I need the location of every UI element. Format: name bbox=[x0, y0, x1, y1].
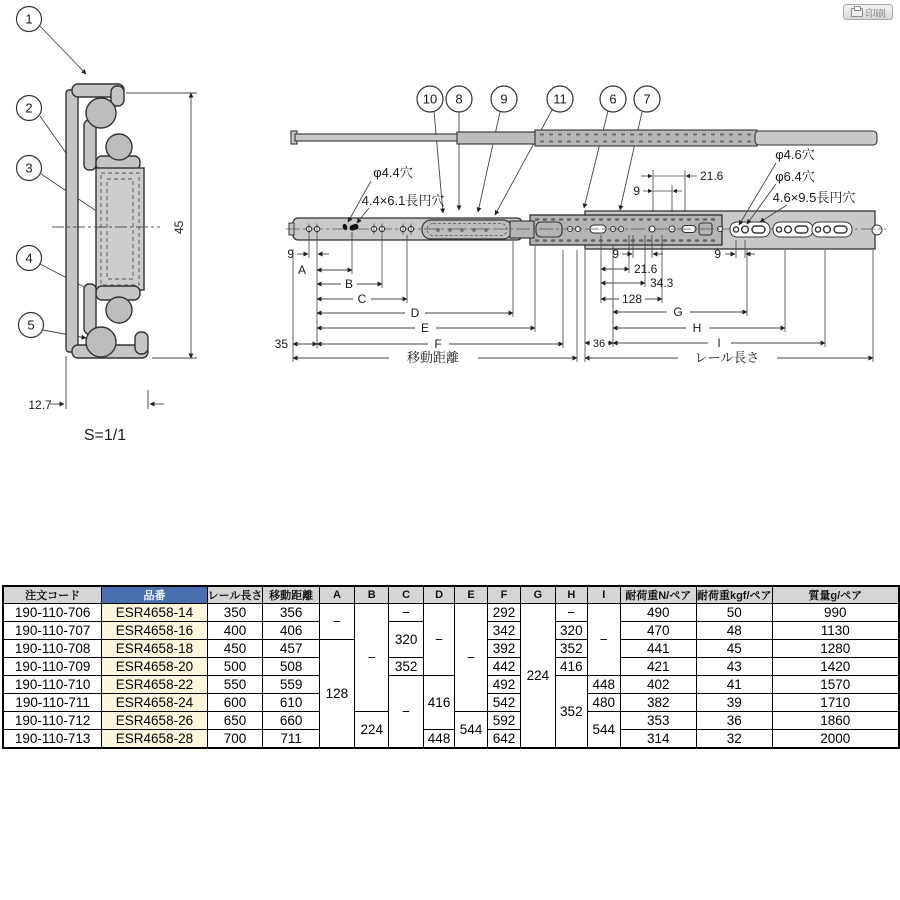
cell-code: 190-110-712 bbox=[3, 712, 102, 730]
dim-label-9-top: 9 bbox=[633, 184, 640, 198]
outer-member-end-notch bbox=[872, 225, 882, 235]
cell-part: ESR4658-16 bbox=[102, 622, 207, 640]
slot-label-4-4x6-1: 4.4×6.1長円穴 bbox=[361, 193, 445, 208]
right-dimensions bbox=[585, 235, 873, 365]
col-header-g: G bbox=[521, 586, 555, 604]
left-dimensions bbox=[275, 232, 577, 365]
callout-9-label: 9 bbox=[500, 91, 508, 107]
cell-load-kgf: 43 bbox=[696, 658, 772, 676]
right-dimension-lines bbox=[585, 254, 873, 358]
cell-c: − bbox=[389, 604, 423, 622]
dim-label-b: B bbox=[344, 277, 354, 291]
cell-rail-length: 550 bbox=[207, 676, 263, 694]
callout-5-label: 5 bbox=[27, 317, 35, 333]
cell-b: 224 bbox=[355, 712, 389, 749]
cell-code: 190-110-708 bbox=[3, 640, 102, 658]
cell-code: 190-110-706 bbox=[3, 604, 102, 622]
cell-rail-length: 500 bbox=[207, 658, 263, 676]
cell-load-n: 353 bbox=[620, 712, 696, 730]
width-dimension bbox=[50, 356, 164, 409]
col-header-part-number: 品番 bbox=[102, 586, 207, 604]
cell-travel: 711 bbox=[263, 730, 319, 749]
spec-table bbox=[2, 585, 900, 749]
table-row bbox=[3, 730, 899, 749]
print-button[interactable] bbox=[843, 4, 893, 20]
cell-rail-length: 650 bbox=[207, 712, 263, 730]
col-header-rail-length: レール長さ bbox=[207, 586, 263, 604]
col-header-e: E bbox=[455, 586, 487, 604]
extended-rail-view bbox=[291, 130, 877, 146]
cell-c: 320 bbox=[389, 622, 423, 658]
hole-label-6-4: φ6.4穴 bbox=[775, 169, 815, 184]
cell-part: ESR4658-22 bbox=[102, 676, 207, 694]
cell-mass: 1710 bbox=[772, 694, 899, 712]
cell-mass: 1280 bbox=[772, 640, 899, 658]
cell-part: ESR4658-14 bbox=[102, 604, 207, 622]
cell-load-kgf: 32 bbox=[696, 730, 772, 749]
cell-e: − bbox=[455, 604, 487, 712]
cell-load-n: 402 bbox=[620, 676, 696, 694]
callout-3-label: 3 bbox=[25, 160, 33, 176]
cell-rail-length: 350 bbox=[207, 604, 263, 622]
cell-i: 544 bbox=[588, 712, 620, 749]
dim-label-i: I bbox=[717, 336, 721, 350]
header-row bbox=[3, 586, 899, 604]
cell-rail-length: 450 bbox=[207, 640, 263, 658]
cell-travel: 356 bbox=[263, 604, 319, 622]
col-header-a: A bbox=[319, 586, 354, 604]
cell-a: 128 bbox=[319, 640, 354, 749]
closed-rail-view bbox=[286, 211, 886, 249]
cell-mass: 1860 bbox=[772, 712, 899, 730]
cell-part: ESR4658-20 bbox=[102, 658, 207, 676]
dim-label-d: D bbox=[410, 306, 420, 320]
dim-label-21-6-top: 21.6 bbox=[700, 169, 724, 183]
cell-load-n: 314 bbox=[620, 730, 696, 749]
dim-label-c: C bbox=[357, 292, 367, 306]
side-callout-labels bbox=[423, 92, 651, 107]
cell-load-n: 441 bbox=[620, 640, 696, 658]
callout-8-label: 8 bbox=[455, 91, 463, 107]
cell-travel: 660 bbox=[263, 712, 319, 730]
cell-mass: 2000 bbox=[772, 730, 899, 749]
dim-label-g: G bbox=[673, 305, 683, 319]
dim-label-f: F bbox=[434, 337, 442, 351]
callout-7-label: 7 bbox=[643, 91, 651, 107]
col-header-order-code: 注文コード bbox=[3, 586, 102, 604]
callout-10-label: 10 bbox=[422, 91, 438, 107]
side-view bbox=[275, 86, 886, 365]
dim-label-34-3: 34.3 bbox=[650, 276, 674, 290]
cell-f: 592 bbox=[487, 712, 520, 730]
col-header-load-kgf: 耐荷重kgf/ペア bbox=[696, 586, 772, 604]
cell-mass: 1130 bbox=[772, 622, 899, 640]
cell-load-kgf: 39 bbox=[696, 694, 772, 712]
dim-label-h: H bbox=[692, 321, 702, 335]
hole-label-4-6: φ4.6穴 bbox=[775, 147, 815, 162]
cell-mass: 990 bbox=[772, 604, 899, 622]
callout-2-label: 2 bbox=[25, 100, 33, 116]
dim-label-21-6: 21.6 bbox=[634, 262, 658, 276]
side-callout-leaders bbox=[434, 110, 642, 215]
cell-i: − bbox=[588, 604, 620, 676]
dim-label-9-left: 9 bbox=[287, 247, 294, 261]
dim-label-36: 36 bbox=[592, 338, 606, 350]
hole-label-4-4: φ4.4穴 bbox=[373, 165, 413, 180]
cross-section-view bbox=[17, 7, 198, 445]
cell-b: − bbox=[355, 604, 389, 712]
callout-1-label: 1 bbox=[25, 11, 33, 27]
top-dimensions bbox=[633, 169, 723, 212]
hole-cluster bbox=[730, 222, 770, 237]
cell-f: 442 bbox=[487, 658, 520, 676]
cell-mass: 1420 bbox=[772, 658, 899, 676]
cell-part: ESR4658-24 bbox=[102, 694, 207, 712]
cell-g: 224 bbox=[521, 604, 555, 749]
col-header-travel: 移動距離 bbox=[263, 586, 319, 604]
slot-label-4-6x9-5: 4.6×9.5長円穴 bbox=[772, 190, 856, 205]
cell-load-kgf: 36 bbox=[696, 712, 772, 730]
col-header-mass: 質量g/ペア bbox=[772, 586, 899, 604]
cell-d: 448 bbox=[423, 730, 455, 749]
cell-load-n: 470 bbox=[620, 622, 696, 640]
cell-d: − bbox=[423, 604, 455, 676]
cell-travel: 457 bbox=[263, 640, 319, 658]
cell-f: 542 bbox=[487, 694, 520, 712]
cell-travel: 610 bbox=[263, 694, 319, 712]
cell-part: ESR4658-26 bbox=[102, 712, 207, 730]
col-header-d: D bbox=[423, 586, 455, 604]
table-row bbox=[3, 676, 899, 694]
cell-load-n: 490 bbox=[620, 604, 696, 622]
cell-d: 416 bbox=[423, 676, 455, 730]
cell-code: 190-110-713 bbox=[3, 730, 102, 749]
printer-icon bbox=[851, 8, 863, 17]
cell-rail-length: 400 bbox=[207, 622, 263, 640]
dim-label-e: E bbox=[420, 321, 430, 335]
cell-h: 416 bbox=[555, 658, 587, 676]
cell-e: 544 bbox=[455, 712, 487, 749]
dim-label-move-distance: 移動距離 bbox=[406, 350, 460, 365]
cell-i: 448 bbox=[588, 676, 620, 694]
col-header-h: H bbox=[555, 586, 587, 604]
cell-load-n: 382 bbox=[620, 694, 696, 712]
cell-code: 190-110-707 bbox=[3, 622, 102, 640]
cell-load-n: 421 bbox=[620, 658, 696, 676]
outer-member-hole-clusters bbox=[730, 222, 852, 237]
cell-code: 190-110-710 bbox=[3, 676, 102, 694]
cell-f: 492 bbox=[487, 676, 520, 694]
dim-label-12-7: 12.7 bbox=[28, 398, 52, 412]
cell-part: ESR4658-18 bbox=[102, 640, 207, 658]
cell-mass: 1570 bbox=[772, 676, 899, 694]
lock-piece bbox=[422, 220, 512, 239]
cell-code: 190-110-711 bbox=[3, 694, 102, 712]
cell-rail-length: 700 bbox=[207, 730, 263, 749]
callout-11-label: 11 bbox=[553, 91, 567, 107]
cell-travel: 406 bbox=[263, 622, 319, 640]
scale-label: S=1/1 bbox=[83, 427, 127, 444]
col-header-i: I bbox=[588, 586, 620, 604]
cell-load-kgf: 48 bbox=[696, 622, 772, 640]
dim-label-a: A bbox=[297, 263, 306, 277]
cell-f: 292 bbox=[487, 604, 520, 622]
callout-4-label: 4 bbox=[25, 250, 33, 266]
side-callouts bbox=[417, 86, 660, 112]
col-header-c: C bbox=[389, 586, 423, 604]
cell-c: 352 bbox=[389, 658, 423, 676]
dim-label-rail-length: レール長さ bbox=[694, 350, 760, 365]
dim-label-9-right1: 9 bbox=[612, 247, 619, 261]
cell-h: 352 bbox=[555, 640, 587, 658]
cell-a: − bbox=[319, 604, 354, 640]
cell-f: 342 bbox=[487, 622, 520, 640]
cell-travel: 559 bbox=[263, 676, 319, 694]
connector-piece bbox=[510, 221, 534, 238]
col-header-f: F bbox=[487, 586, 520, 604]
hole-cluster bbox=[773, 222, 813, 237]
cell-c: − bbox=[389, 676, 423, 749]
dim-label-35: 35 bbox=[274, 337, 288, 351]
hole-cluster bbox=[812, 222, 852, 237]
table-row bbox=[3, 604, 899, 622]
dim-label-45: 45 bbox=[172, 220, 186, 234]
cell-f: 642 bbox=[487, 730, 520, 749]
dim-label-128: 128 bbox=[621, 292, 643, 306]
cell-load-kgf: 41 bbox=[696, 676, 772, 694]
cell-h: 320 bbox=[555, 622, 587, 640]
cell-load-kgf: 50 bbox=[696, 604, 772, 622]
cell-load-kgf: 45 bbox=[696, 640, 772, 658]
callout-6-label: 6 bbox=[609, 91, 617, 107]
cell-i: 480 bbox=[588, 694, 620, 712]
print-button-label: 印刷 bbox=[865, 8, 886, 20]
cell-f: 392 bbox=[487, 640, 520, 658]
cell-code: 190-110-709 bbox=[3, 658, 102, 676]
cell-rail-length: 600 bbox=[207, 694, 263, 712]
dim-label-9-right2: 9 bbox=[714, 247, 721, 261]
cell-h: 352 bbox=[555, 676, 587, 749]
col-header-b: B bbox=[355, 586, 389, 604]
col-header-load-n: 耐荷重N/ペア bbox=[620, 586, 696, 604]
cell-h: − bbox=[555, 604, 587, 622]
cell-travel: 508 bbox=[263, 658, 319, 676]
cell-part: ESR4658-28 bbox=[102, 730, 207, 749]
